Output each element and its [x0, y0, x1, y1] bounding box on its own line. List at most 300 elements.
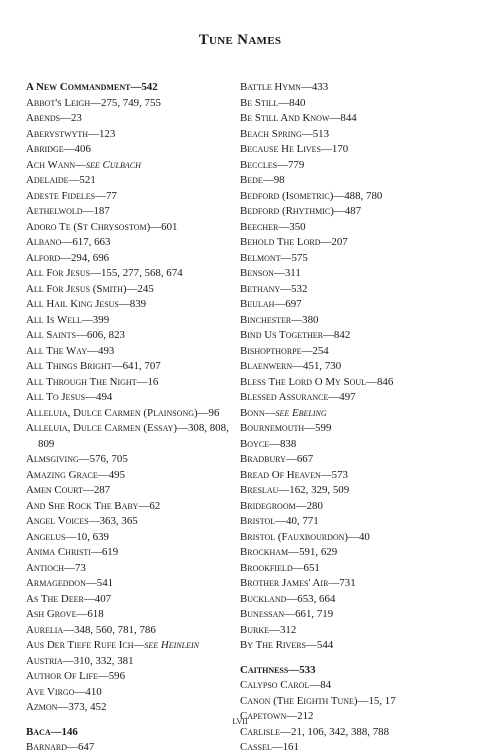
tune-name: Beulah	[240, 298, 275, 310]
em-dash: —	[321, 143, 332, 155]
hymn-numbers: 77	[105, 189, 117, 202]
hymn-numbers: 21, 106, 342, 388, 788	[291, 725, 390, 738]
tune-name: Canon (The Eighth Tune)	[240, 694, 358, 707]
em-dash: —	[85, 391, 97, 403]
em-dash: —	[288, 663, 300, 676]
index-entry	[26, 127, 232, 143]
tune-name: Bread Of Heaven	[240, 468, 321, 481]
em-dash: —	[111, 360, 123, 372]
tune-name: Boyce	[240, 437, 270, 450]
hymn-numbers: 697	[285, 298, 302, 310]
hymn-numbers: 40	[358, 530, 370, 543]
em-dash: —	[136, 375, 148, 388]
index-entry	[26, 669, 232, 685]
tune-name: Calypso Carol	[240, 679, 310, 691]
hymn-numbers: 544	[316, 639, 334, 651]
hymn-numbers: 521	[79, 174, 96, 186]
index-entry	[240, 220, 446, 236]
tune-name: Bonn	[240, 406, 265, 419]
em-dash: —	[95, 189, 106, 202]
em-dash: —	[284, 608, 296, 620]
hymn-numbers: 606, 823	[86, 329, 125, 341]
index-entry	[26, 375, 232, 391]
em-dash: —	[67, 741, 78, 753]
em-dash: —	[277, 158, 288, 171]
em-dash: —	[133, 639, 145, 651]
index-entry	[240, 297, 446, 313]
tune-name: Adelaide	[26, 174, 69, 186]
tune-name: Burke	[240, 623, 270, 636]
index-entry	[26, 235, 232, 251]
tune-name: Bradbury	[240, 453, 286, 465]
tune-name: Brother James' Air	[240, 577, 329, 589]
tune-name: Antioch	[26, 561, 65, 574]
tune-name: Brockham	[240, 546, 289, 558]
hymn-numbers: 96	[208, 406, 220, 419]
hymn-numbers: 497	[339, 391, 356, 403]
tune-name: Bedford (Isometric)	[240, 189, 334, 202]
em-dash: —	[61, 236, 73, 248]
tune-name: Aurelia	[26, 623, 64, 636]
hymn-numbers: 451, 730	[303, 360, 342, 372]
em-dash: —	[90, 96, 101, 109]
em-dash: —	[292, 561, 304, 574]
hymn-numbers: 373, 452	[68, 701, 107, 713]
index-entry	[240, 530, 446, 546]
tune-name: A New Commandment	[26, 81, 131, 93]
tune-name: All Saints	[26, 329, 76, 341]
index-entry	[26, 111, 232, 127]
index-entry	[26, 80, 232, 96]
tune-name: Azmon	[26, 701, 58, 713]
hymn-numbers: 533	[299, 663, 316, 676]
tune-name: All Hail King Jesus	[26, 298, 119, 310]
hymn-numbers: 123	[98, 127, 116, 140]
hymn-numbers: 73	[74, 561, 86, 574]
hymn-numbers: 62	[149, 499, 161, 512]
em-dash: —	[63, 143, 75, 155]
hymn-numbers: 651	[303, 561, 320, 574]
hymn-numbers: 10, 639	[76, 530, 109, 543]
index-entry	[240, 390, 446, 406]
tune-name: Beach Spring	[240, 127, 302, 140]
em-dash: —	[197, 406, 209, 419]
em-dash: —	[320, 236, 332, 248]
index-entry	[26, 740, 232, 756]
em-dash: —	[75, 158, 87, 171]
em-dash: —	[328, 577, 340, 589]
index-entry	[240, 468, 446, 484]
tune-name: Ash Grove	[26, 608, 77, 620]
index-entry	[240, 111, 446, 127]
tune-name: And She Rock The Baby	[26, 499, 139, 512]
index-entry	[26, 158, 232, 174]
index-entry	[26, 189, 232, 205]
index-entry	[26, 313, 232, 329]
em-dash: —	[62, 654, 74, 667]
tune-name: Aethelwold	[26, 205, 83, 217]
tune-name: Be Still	[240, 96, 279, 109]
em-dash: —	[60, 112, 71, 124]
tune-name: Alford	[26, 251, 61, 264]
index-entry	[240, 251, 446, 267]
em-dash: —	[291, 313, 303, 326]
tune-name: Brookfield	[240, 561, 293, 574]
em-dash: —	[328, 391, 340, 403]
tune-name: Armageddon	[26, 577, 86, 589]
index-entry	[26, 282, 232, 298]
hymn-numbers: 575	[291, 251, 308, 264]
em-dash: —	[63, 623, 75, 636]
em-dash: —	[81, 313, 93, 326]
index-entry	[240, 375, 446, 391]
index-entry	[26, 468, 232, 484]
hymn-numbers: 542	[141, 81, 158, 93]
index-entry	[26, 514, 232, 530]
hymn-numbers: 280	[306, 499, 323, 512]
em-dash: —	[76, 608, 88, 620]
hymn-numbers: 170	[331, 143, 349, 155]
index-entry	[240, 127, 446, 143]
em-dash: —	[177, 422, 188, 434]
hymn-numbers: 591, 629	[299, 546, 338, 558]
index-entry	[240, 313, 446, 329]
index-entry	[26, 390, 232, 406]
em-dash: —	[333, 205, 345, 217]
em-dash: —	[278, 220, 290, 233]
index-entry	[240, 499, 446, 515]
tune-name: Carlisle	[240, 725, 281, 738]
hymn-numbers: 839	[129, 298, 147, 310]
tune-name: Almsgiving	[26, 453, 79, 465]
hymn-numbers: 779	[287, 158, 305, 171]
em-dash: —	[82, 205, 94, 217]
hymn-numbers: 618	[87, 608, 104, 620]
tune-name: Bedford (Rhythmic)	[240, 205, 334, 217]
index-entry	[26, 530, 232, 546]
em-dash: —	[274, 298, 286, 310]
em-dash: —	[88, 127, 99, 140]
tune-name: Bless The Lord O My Soul	[240, 375, 367, 388]
tune-name: Benson	[240, 267, 274, 279]
hymn-numbers: 601	[161, 220, 178, 233]
hymn-numbers: 410	[85, 685, 102, 698]
hymn-numbers: 840	[289, 96, 306, 109]
em-dash: —	[288, 546, 300, 558]
em-dash: —	[280, 251, 292, 264]
tune-name: Bunessan	[240, 608, 285, 620]
index-entry	[240, 545, 446, 561]
em-dash: —	[305, 639, 317, 651]
em-dash: —	[278, 96, 290, 109]
em-dash: —	[87, 344, 98, 357]
hymn-numbers: 406	[74, 143, 91, 155]
tune-name: Beecher	[240, 220, 279, 233]
index-entry	[240, 173, 446, 189]
em-dash: —	[65, 530, 77, 543]
hymn-numbers: 380	[302, 313, 319, 326]
tune-name: All The Way	[26, 344, 88, 357]
em-dash: —	[271, 741, 283, 753]
index-entry	[240, 96, 446, 112]
em-dash: —	[300, 81, 312, 93]
hymn-numbers: 350	[289, 220, 306, 233]
tune-name: Bristol (Fauxbourdon)	[240, 530, 349, 543]
tune-name: Adoro Te (St Chrysostom)	[26, 220, 151, 233]
hymn-numbers: 647	[77, 741, 95, 753]
tune-name: Behold The Lord	[240, 236, 321, 248]
em-dash: —	[138, 499, 150, 512]
hymn-numbers: 287	[93, 484, 111, 496]
tune-name: Austria	[26, 654, 63, 667]
tune-name: Bridegroom	[240, 499, 296, 512]
em-dash: —	[286, 592, 298, 605]
em-dash: —	[50, 725, 62, 738]
hymn-numbers: 294, 696	[70, 251, 110, 264]
em-dash: —	[83, 592, 95, 605]
tune-name: All To Jesus	[26, 391, 86, 403]
em-dash: —	[295, 499, 307, 512]
em-dash: —	[90, 267, 101, 279]
index-entry	[240, 607, 446, 623]
index-entry	[26, 359, 232, 375]
index-entry	[240, 158, 446, 174]
em-dash: —	[320, 468, 332, 481]
see-reference: see Culbach	[86, 158, 141, 171]
hymn-numbers: 207	[331, 236, 348, 248]
tune-name: Blaenwern	[240, 360, 293, 372]
tune-name: Be Still And Know	[240, 112, 330, 124]
tune-name: All For Jesus	[26, 267, 91, 279]
tune-name: Bind Us Together	[240, 329, 324, 341]
tune-name: Beccles	[240, 158, 278, 171]
hymn-numbers: 23	[70, 112, 82, 124]
index-entry	[26, 700, 232, 716]
em-dash: —	[348, 530, 359, 543]
index-entry	[26, 576, 232, 592]
em-dash: —	[60, 251, 71, 264]
index-entry	[26, 654, 232, 670]
tune-name: Belmont	[240, 251, 281, 264]
em-dash: —	[357, 694, 369, 707]
em-dash: —	[366, 375, 377, 388]
index-entry	[240, 623, 446, 639]
hymn-numbers: 98	[273, 174, 285, 186]
em-dash: —	[309, 679, 321, 691]
index-entry	[26, 266, 232, 282]
em-dash: —	[130, 81, 142, 93]
em-dash: —	[292, 360, 304, 372]
index-entry	[26, 344, 232, 360]
tune-name: All Through The Night	[26, 375, 137, 388]
em-dash: —	[262, 174, 274, 186]
em-dash: —	[74, 685, 86, 698]
hymn-numbers: 40, 771	[286, 515, 319, 527]
tune-name: Capetown	[240, 710, 287, 722]
see-reference: see Heinlein	[144, 639, 200, 651]
em-dash: —	[97, 670, 109, 682]
index-entry	[26, 592, 232, 608]
index-entry	[240, 452, 446, 468]
hymn-numbers: 513	[312, 127, 330, 140]
hymn-numbers: 254	[312, 344, 329, 357]
tune-name: As The Deer	[26, 592, 84, 605]
index-entry	[240, 142, 446, 158]
hymn-numbers: 155, 277, 568, 674	[100, 267, 183, 279]
hymn-numbers: 599	[315, 422, 332, 434]
tune-name: Abends	[26, 112, 61, 124]
index-entry	[26, 142, 232, 158]
tune-name: Baca	[26, 725, 51, 738]
tune-name: Ach Wann	[26, 158, 76, 171]
em-dash: —	[82, 484, 94, 496]
tune-name: Alleluia, Dulce Carmen (Essay)	[26, 422, 178, 434]
hymn-numbers: 311	[284, 267, 301, 279]
tune-name: Amazing Grace	[26, 468, 98, 481]
tune-name: Cassel	[240, 741, 272, 753]
index-entry	[240, 421, 446, 437]
tune-name: Angel Voices	[26, 515, 89, 527]
tune-name: Angelus	[26, 530, 66, 543]
em-dash: —	[273, 267, 285, 279]
index-entry	[240, 694, 446, 710]
index-entry	[240, 80, 446, 96]
hymn-numbers: 146	[61, 725, 78, 738]
em-dash: —	[304, 422, 316, 434]
tune-name: Breslau	[240, 484, 279, 496]
hymn-numbers: 310, 332, 381	[73, 654, 134, 667]
em-dash: —	[75, 329, 87, 341]
hymn-numbers: 494	[96, 391, 113, 403]
tune-name: Binchester	[240, 313, 292, 326]
tune-name: Amen Court	[26, 484, 83, 496]
hymn-numbers: 731	[339, 577, 356, 589]
hymn-numbers: 161	[282, 741, 299, 753]
em-dash: —	[280, 725, 292, 738]
hymn-numbers: 487	[344, 205, 362, 217]
em-dash: —	[57, 701, 69, 713]
em-dash: —	[126, 282, 138, 295]
index-entry	[26, 452, 232, 468]
em-dash: —	[264, 406, 276, 419]
right-column	[240, 80, 446, 756]
hymn-numbers: 641, 707	[122, 360, 161, 372]
hymn-numbers: 667	[296, 453, 314, 465]
em-dash: —	[150, 220, 162, 233]
tune-name: Blessed Assurance	[240, 391, 329, 403]
tune-name: All Things Bright	[26, 360, 112, 372]
hymn-numbers: 532	[291, 282, 308, 295]
page-number: lvii	[232, 715, 248, 727]
hymn-numbers: 846	[376, 375, 394, 388]
em-dash: —	[90, 546, 102, 558]
index-entry	[240, 576, 446, 592]
em-dash: —	[68, 174, 80, 186]
em-dash: —	[269, 623, 280, 636]
tune-name: Anima Christi	[26, 546, 91, 558]
index-entry	[240, 678, 446, 694]
tune-name: All For Jesus (Smith)	[26, 282, 127, 295]
tune-name: Aus Der Tiefe Rufe Ich	[26, 639, 134, 651]
hymn-numbers: 541	[96, 577, 114, 589]
index-entry	[26, 545, 232, 561]
tune-name: Caithness	[240, 663, 289, 676]
index-entry	[26, 297, 232, 313]
hymn-numbers: 844	[340, 112, 357, 124]
hymn-numbers: 838	[279, 437, 297, 450]
tune-name: Buckland	[240, 592, 287, 605]
tune-name: Bournemouth	[240, 422, 305, 434]
index-entry	[26, 561, 232, 577]
index-entry	[26, 623, 232, 639]
see-reference: see Ebeling	[275, 406, 327, 419]
hymn-numbers: 16	[147, 375, 159, 388]
em-dash: —	[269, 437, 280, 450]
hymn-numbers: 619	[101, 546, 119, 558]
index-entry	[26, 220, 232, 236]
tune-name: Because He Lives	[240, 143, 322, 155]
em-dash: —	[278, 484, 290, 496]
index-entry	[240, 514, 446, 530]
tune-name: Adeste Fideles	[26, 189, 96, 202]
tune-name: Bethany	[240, 282, 281, 295]
hymn-numbers: 573	[331, 468, 348, 481]
index-entry	[26, 96, 232, 112]
index-entry	[240, 266, 446, 282]
index-entry	[26, 328, 232, 344]
hymn-numbers: 363, 365	[99, 515, 138, 527]
index-entry	[240, 235, 446, 251]
index-entry	[26, 421, 232, 452]
em-dash: —	[275, 515, 287, 527]
index-entry	[26, 685, 232, 701]
index-entry	[26, 638, 232, 654]
hymn-numbers: 661, 719	[295, 608, 334, 620]
index-entry	[240, 204, 446, 220]
hymn-numbers: 488, 780	[344, 189, 383, 202]
index-entry	[26, 204, 232, 220]
index-entry	[240, 328, 446, 344]
index-entry	[26, 173, 232, 189]
em-dash: —	[64, 561, 75, 574]
hymn-numbers: 162, 329, 509	[289, 484, 350, 496]
hymn-numbers: 399	[92, 313, 110, 326]
hymn-numbers: 84	[320, 679, 332, 691]
tune-name: Barnard	[26, 741, 68, 753]
hymn-numbers: 407	[94, 592, 112, 605]
tune-name: Abridge	[26, 143, 64, 155]
hymn-numbers: 842	[333, 329, 351, 341]
left-column	[26, 80, 232, 756]
tune-name: All Is Well	[26, 313, 82, 326]
tune-name: Abbot's Leigh	[26, 96, 91, 109]
hymn-numbers: 617, 663	[72, 236, 111, 248]
index-entry	[240, 344, 446, 360]
tune-name: Battle Hymn	[240, 81, 301, 93]
em-dash: —	[301, 127, 313, 140]
em-dash: —	[301, 344, 313, 357]
index-entry	[240, 638, 446, 654]
tune-name: Bishopthorpe	[240, 344, 302, 357]
index-entry	[26, 251, 232, 267]
index-entry	[240, 483, 446, 499]
tune-name: Albano	[26, 236, 62, 248]
index-entry	[240, 282, 446, 298]
hymn-numbers: 312	[279, 623, 297, 636]
tune-name: Aberystwyth	[26, 127, 89, 140]
em-dash: —	[323, 329, 334, 341]
hymn-numbers: 308, 808, 809	[38, 422, 229, 450]
